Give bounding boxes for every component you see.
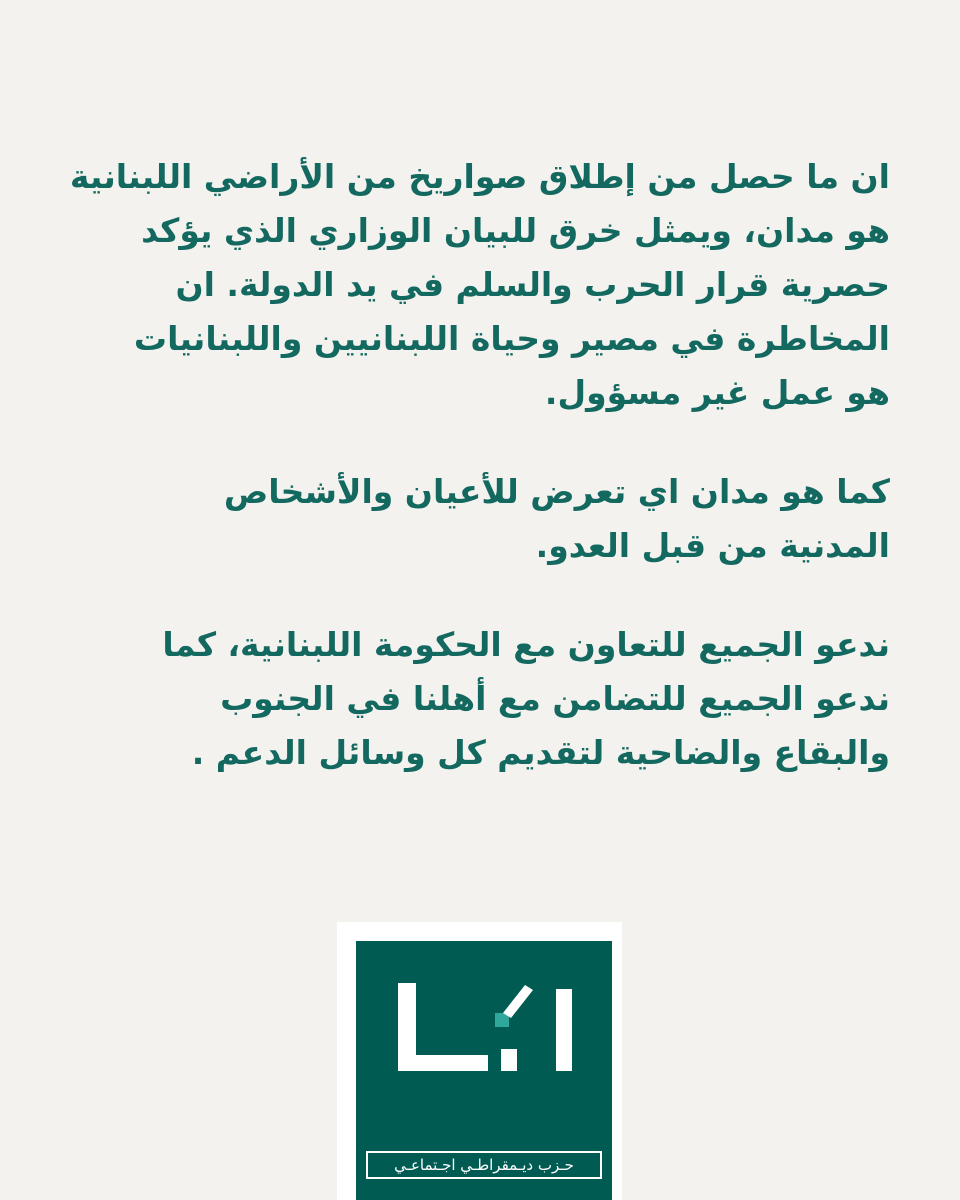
statement-paragraph-1 [69, 150, 890, 420]
logo-mark-icon [356, 941, 612, 1141]
logo-caption-box [366, 1151, 602, 1179]
statement-line: ندعو الجميع للتضامن مع أهلنا في الجنوب [220, 679, 890, 718]
logo-right-bar [556, 989, 572, 1071]
statement-line: ندعو الجميع للتعاون مع الحكومة اللبنانية، كما [162, 625, 890, 664]
logo-slash [503, 985, 533, 1018]
statement-line: المدنية من قبل العدو. [535, 526, 890, 565]
statement-paragraph-2 [100, 465, 890, 573]
statement-line: كما هو مدان اي تعرض للأعيان والأشخاص [223, 472, 890, 511]
logo-caption: حـزب ديـمقراطـي اجـتماعـي [394, 1156, 574, 1174]
statement-line: والبقاع والضاحية لتقديم كل وسائل الدعم . [191, 733, 890, 772]
logo-base-bar [398, 1055, 488, 1071]
statement-line: هو عمل غير مسؤول. [544, 373, 890, 412]
statement-text [69, 150, 890, 825]
statement-line: ان ما حصل من إطلاق صواريخ من الأراضي اللبنانية [69, 157, 890, 196]
statement-line: المخاطرة في مصير وحياة اللبنانيين واللبنانيات [133, 319, 890, 358]
statement-line: هو مدان، ويمثل خرق للبيان الوزاري الذي يؤكد [141, 211, 890, 250]
logo-panel [356, 941, 612, 1200]
logo-short-bar [501, 1049, 517, 1071]
statement-paragraph-3 [100, 618, 890, 780]
statement-line: حصرية قرار الحرب والسلم في يد الدولة. ان [175, 265, 890, 304]
party-logo [337, 922, 622, 1200]
